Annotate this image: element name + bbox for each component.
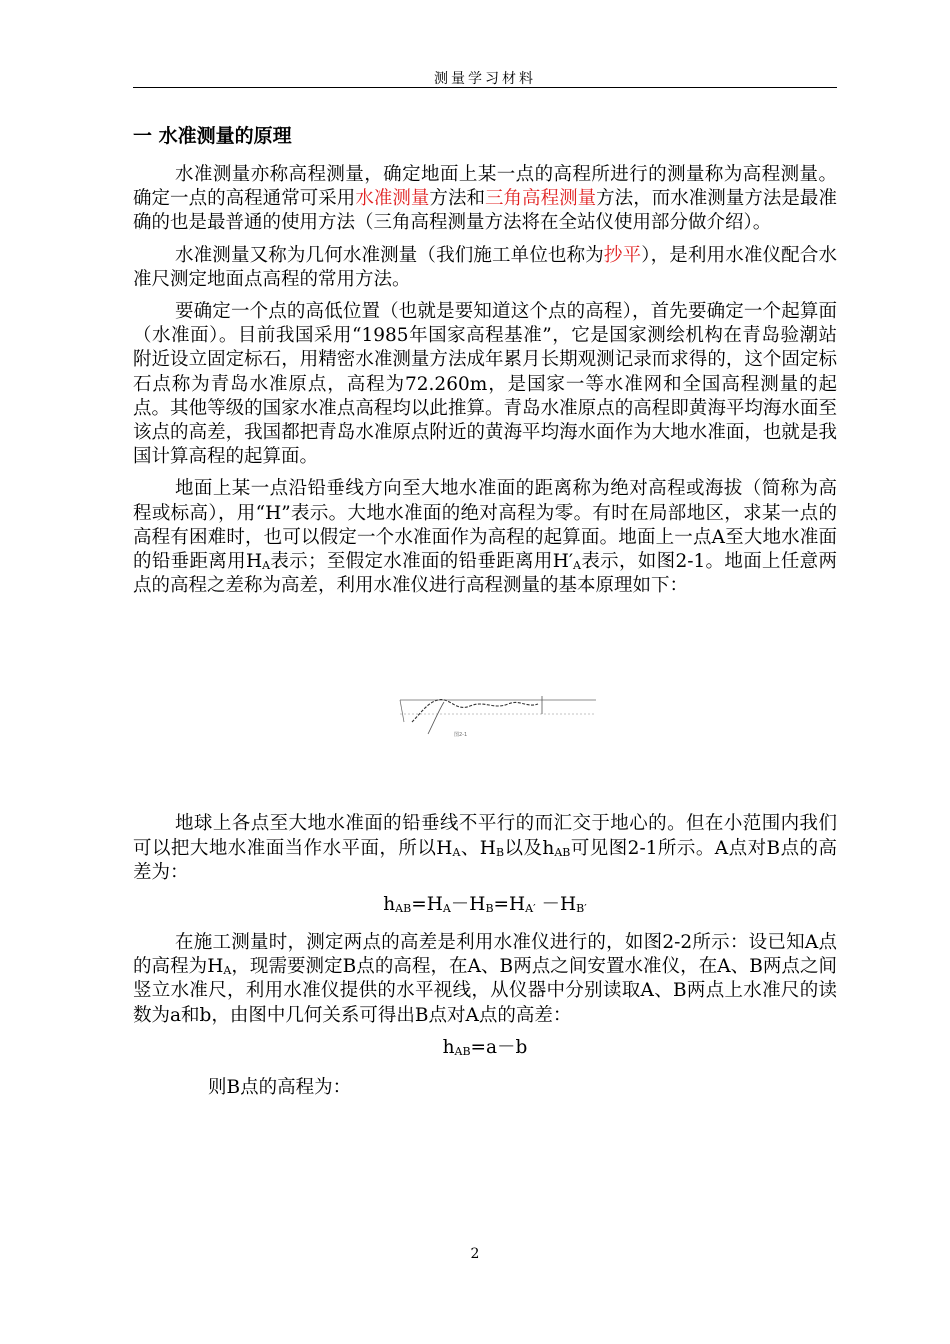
figure-terrain-diagram: [398, 692, 598, 740]
formula-height-difference: [133, 893, 837, 917]
figure-caption: 图2-1: [454, 732, 468, 739]
f1-sub-b2: B′: [576, 902, 587, 916]
figure-2-1: [133, 606, 837, 812]
paragraph-6: [133, 931, 837, 1028]
p6-text-a: 在施工测量时，测定两点的高差是利用水准仪进行的，如图2-2所示：设已知A点的高程为H: [133, 932, 837, 978]
paragraph-5: [133, 812, 837, 885]
p4-text-a: 地面上某一点沿铅垂线方向至大地水准面的距离称为绝对高程或海拔（简称为高程或标高），用“H”表示。大地水准面的绝对高程为零。有时在局部地区，求某一点的高程有困难时，也可以假定一个水准面作为高程的起算面。地面上一点A至大地水准面的铅垂距离用H: [133, 478, 837, 573]
header-rule: [133, 87, 837, 88]
f1-h: h: [383, 894, 396, 916]
f1-sub-ab: AB: [395, 902, 412, 916]
f1-sub-a: A: [442, 902, 451, 916]
p5-text-c: 以及h: [504, 837, 555, 859]
f1-eq2: =H: [493, 894, 526, 916]
f1-sub-a2: A′: [525, 902, 536, 916]
p4-sub-a2: A: [573, 559, 581, 573]
p4-sub-a: A: [262, 559, 271, 573]
paragraph-3: 要确定一个点的高低位置（也就是要知道这个点的高程），首先要确定一个起算面（水准面）。目前我国采用“1985年国家高程基准”，它是国家测绘机构在青岛验潮站附近设立固定标石，用精密水准测量方法成年累月长期观测记录而求得的，这个固定标石点称为青岛水准原点，高程为72.260m，是国家一等水准网和全国高程测量的起点。其他等级的国家水准点高程均以此推算。青岛水准原点的高程即黄海平均海水面至该点的高差，我国都把青岛水准原点附近的黄海平均海水面作为大地水准面，也就是我国计算高程的起算面。: [133, 301, 837, 468]
page-header-title: 测量学习材料: [434, 71, 536, 87]
p4-text-b: 表示；至假定水准面的铅垂距离用H′: [270, 551, 574, 573]
f2-h: h: [442, 1036, 455, 1058]
f1-eq1: =H: [411, 894, 443, 916]
link-leveling-term[interactable]: 抄平: [603, 244, 642, 266]
p5-sub-b: B: [495, 845, 505, 859]
p4-text-c: 表示，如图2-1。地面上任意两点的高程之差称为高差，利用水准仪进行高程测量的基本原理如下：: [133, 551, 837, 597]
p5-sub-a: A: [452, 845, 461, 859]
p1-text-b: 方法和: [429, 188, 485, 210]
paragraph-1: [133, 163, 837, 236]
p5-text-a: 地球上各点至大地水准面的铅垂线不平行的而汇交于地心的。但在小范围内我们可以把大地水准面当作水平面，所以H: [133, 813, 837, 859]
paragraph-7: 则B点的高程为：: [208, 1076, 352, 1098]
f2-rest: =a－b: [470, 1036, 528, 1058]
f1-minus2: －H: [535, 894, 577, 916]
page-number: 2: [470, 1246, 480, 1262]
p5-text-b: 、H: [460, 837, 496, 859]
figure-ground-line: [428, 702, 444, 734]
p2-text-b: ），是利用水准仪配合水准尺测定地面点高程的常用方法。: [133, 244, 837, 290]
p5-sub-ab: AB: [554, 845, 571, 859]
page-content: [133, 120, 837, 1100]
figure-terrain-curve: [412, 700, 538, 722]
link-trig-leveling[interactable]: 三角高程测量: [485, 188, 597, 210]
f1-minus1: －H: [450, 894, 486, 916]
p6-text-b: ，现需要测定B点的高程，在A、B两点之间安置水准仪，在A、B两点之间竖立水准尺，利用水准仪提供的水平视线，从仪器中分别读取A、B两点上水准尺的读数为a和b，由图中几何关系可得出B点对A点的高差：: [133, 956, 837, 1026]
formula-hab: [133, 1036, 837, 1060]
p1-text-c: 方法，而水准测量方法是最准确的也是最普通的使用方法（三角高程测量方法将在全站仪使用部分做介绍）。: [133, 188, 837, 234]
p1-text-a: 水准测量亦称高程测量，确定地面上某一点的高程所进行的测量称为高程测量。确定一点的高程通常可采用: [133, 164, 837, 210]
link-leveling-survey[interactable]: 水准测量: [355, 188, 430, 210]
f2-sub-ab: AB: [454, 1044, 471, 1058]
p6-sub-a: A: [223, 964, 232, 978]
paragraph-2: [133, 244, 837, 292]
p2-text-a: 水准测量又称为几何水准测量（我们施工单位也称为: [175, 244, 604, 266]
section-title: 一 水准测量的原理: [133, 125, 292, 147]
p5-text-d: 可见图2-1所示。A点对B点的高差为：: [133, 837, 837, 883]
f1-sub-b: B: [485, 902, 494, 916]
paragraph-4: [133, 477, 837, 598]
figure-left-edge: [400, 700, 404, 722]
